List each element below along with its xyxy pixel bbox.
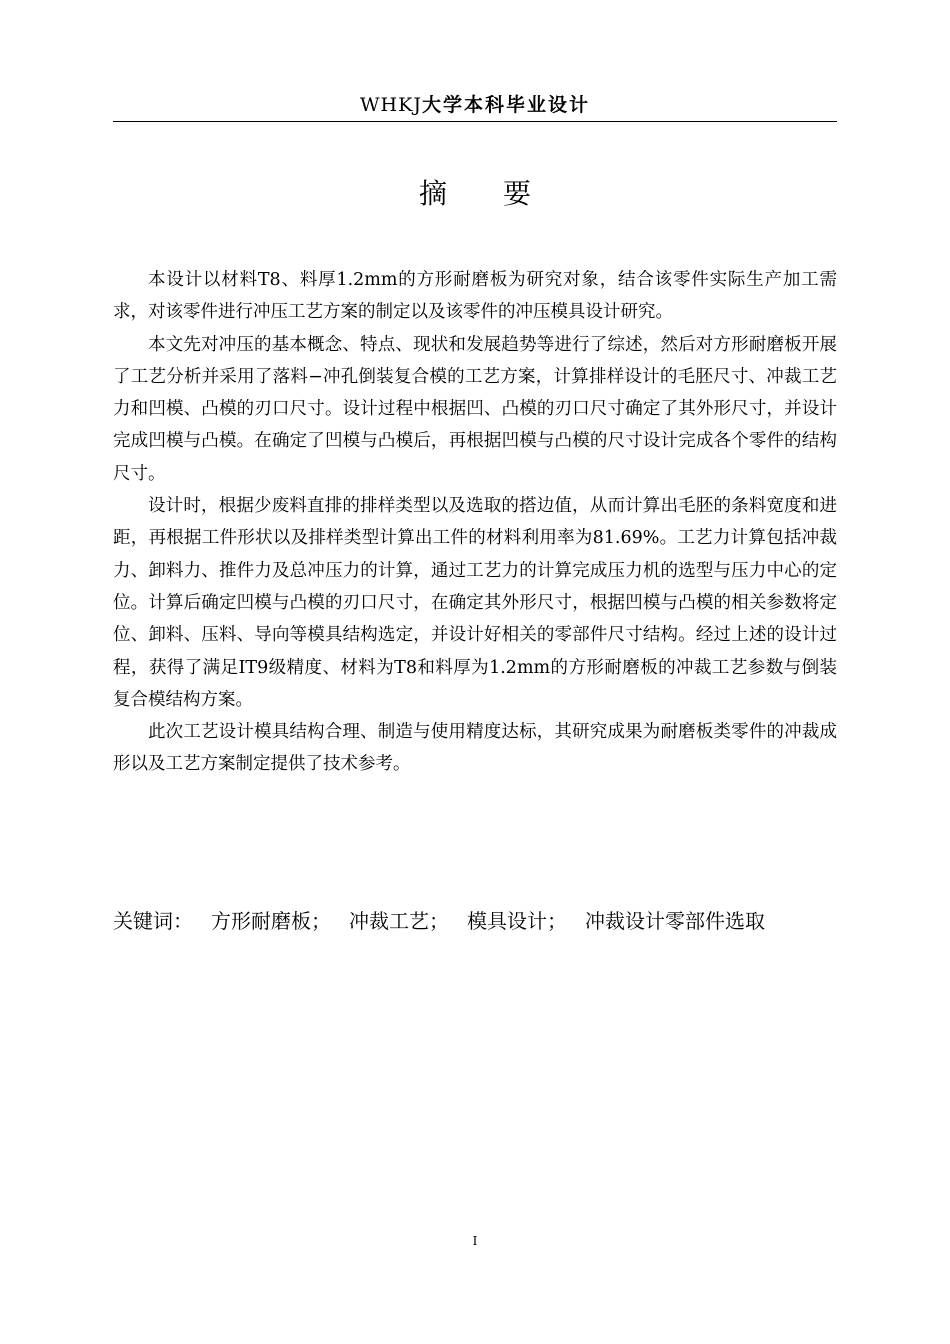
abstract-paragraph: 此次工艺设计模具结构合理、制造与使用精度达标，其研究成果为耐磨板类零件的冲裁成形以及工艺方案制定提供了技术参考。: [113, 722, 837, 775]
keywords-line: [113, 904, 873, 938]
keyword-item: 方形耐磨板；: [211, 909, 331, 933]
abstract-paragraph: 设计时，根据少废料直排的排样类型以及选取的搭边值，从而计算出毛胚的条料宽度和进距，再根据工件形状以及排样类型计算出工件的材料利用率为81.69%。工艺力计算包括冲裁力、卸料力、推件力及总冲压力的计算，通过工艺力的计算完成压力机的选型与压力中心的定位。计算后确定凹模与凸模的刃口尺寸，在确定其外形尺寸，根据凹模与凸模的相关参数将定位、卸料、压料、导向等模具结构选定，并设计好相关的零部件尺寸结构。经过上述的设计过程，获得了满足IT9级精度、材料为T8和料厚为1.2mm的方形耐磨板的冲裁工艺参数与倒装复合模结构方案。: [113, 496, 837, 710]
abstract-paragraph: 本设计以材料T8、料厚1.2mm的方形耐磨板为研究对象，结合该零件实际生产加工需求，对该零件进行冲压工艺方案的制定以及该零件的冲压模具设计研究。: [113, 270, 837, 323]
page-header: [113, 92, 837, 118]
page-number: I: [472, 1234, 478, 1248]
keyword-item: 冲裁工艺；: [349, 909, 449, 933]
keyword-item: 模具设计；: [467, 909, 567, 933]
abstract-title: 摘要: [418, 177, 587, 210]
header-school: 大学本科毕业设计: [421, 94, 590, 116]
header-rule: [113, 121, 837, 122]
header-prefix: WHKJ: [360, 94, 422, 116]
abstract-body: [113, 264, 837, 781]
keywords-label: 关键词：: [113, 909, 193, 933]
abstract-paragraph: 本文先对冲压的基本概念、特点、现状和发展趋势等进行了综述，然后对方形耐磨板开展了工艺分析并采用了落料−冲孔倒装复合模的工艺方案，计算排样设计的毛胚尺寸、冲裁工艺力和凹模、凸模的刃口尺寸。设计过程中根据凹、凸模的刃口尺寸确定了其外形尺寸，并设计完成凹模与凸模。在确定了凹模与凸模后，再根据凹模与凸模的尺寸设计完成各个零件的结构尺寸。: [113, 334, 837, 484]
keyword-item: 冲裁设计零部件选取: [585, 909, 765, 933]
